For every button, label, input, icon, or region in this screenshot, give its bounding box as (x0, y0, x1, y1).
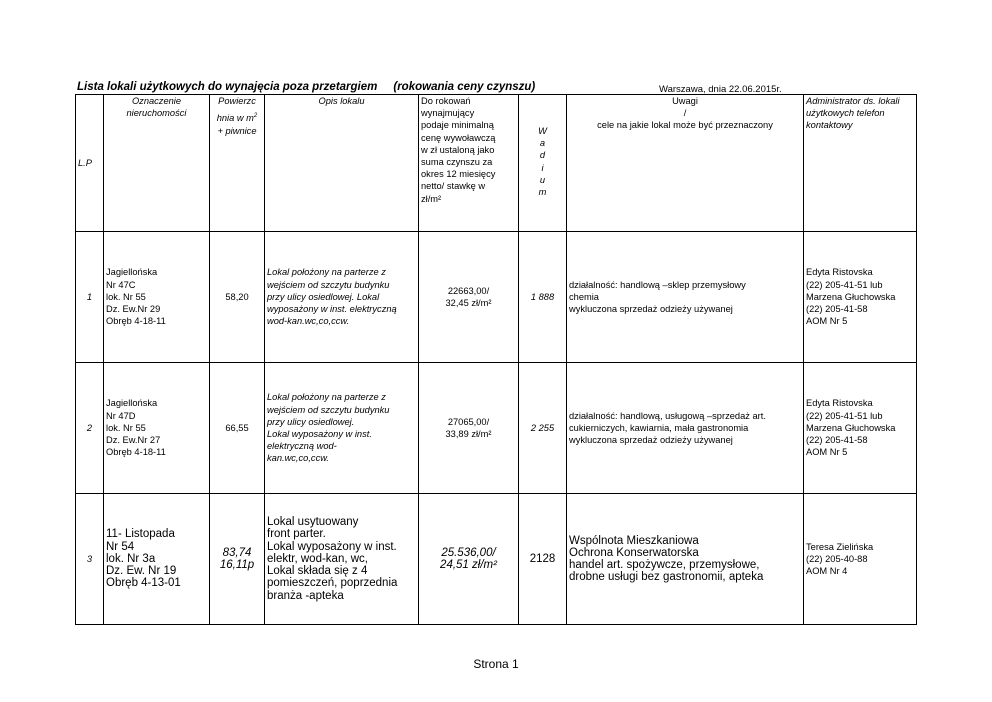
text-line: wejściem od szczytu budynku (267, 404, 390, 415)
text-line: chemia (569, 291, 599, 302)
text-line: Edyta Ristovska (806, 398, 873, 409)
text-line: cenę wywoławczą (421, 132, 496, 143)
text-line: kontaktowy (806, 120, 853, 131)
page-number: Strona 1 (473, 657, 519, 671)
text-line: Lokal wyposażony w inst. (267, 429, 372, 439)
col-powierzchnia: Powierzc hnia w $m^2$ + piwnice (210, 95, 265, 232)
text-line: podaje minimalną (421, 120, 494, 131)
row-lp: 1 (76, 232, 104, 363)
text-line: kan.wc,co,ccw. (267, 453, 330, 464)
text-line: pomieszczeń, poprzednia (267, 577, 398, 590)
text-line: front parter. (267, 528, 326, 541)
table-row (76, 494, 917, 625)
text-line: Wspólnota Mieszkaniowa (569, 534, 699, 547)
text-line: Lokal położony na parterze z (267, 392, 386, 403)
premises-table (75, 94, 917, 625)
text-line: (22) 205-41-58 (806, 304, 868, 315)
text-line: Lokal położony na parterze z (267, 267, 386, 278)
text-line: AOM Nr 5 (806, 447, 848, 458)
row-opis (265, 232, 419, 363)
row-cena (419, 494, 519, 625)
col-oznaczenie: Oznaczenie nieruchomości (104, 95, 210, 232)
text-line: Teresa Zielińska (806, 541, 874, 552)
text-line: Administrator ds. lokali (806, 96, 900, 106)
text-line: 25.536,00/ (441, 546, 496, 559)
row-uwagi (567, 363, 804, 494)
text-line: 32,45 zł/m² (445, 298, 492, 308)
text-line: Ochrona Konserwatorska (569, 546, 699, 559)
row-wadium: 2 255 (519, 363, 567, 494)
text-line: cukierniczych, kawiarnia, mała gastronomia (569, 422, 749, 433)
text-line: okres 12 miesięcy (421, 169, 496, 180)
text-line: działalność: handlową –sklep przemysłowy (569, 279, 746, 290)
text-line: Edyta Ristovska (806, 267, 873, 278)
header-row (76, 95, 917, 232)
text-line: Lokal wyposażony w inst. (267, 540, 397, 553)
row-administrator (804, 494, 917, 625)
text-line: 24,51 zł/m² (440, 559, 497, 571)
text-line: wykluczona sprzedaż odzieży używanej (569, 435, 733, 446)
text-line: i (541, 162, 544, 173)
title-main: Lista lokali użytkowych do wynajęcia poza przetargiem (77, 81, 378, 93)
text-line: W (538, 126, 547, 136)
date-place: Warszawa, dnia 22.06.2015r. (659, 84, 782, 95)
row-wadium: 2128 (519, 494, 567, 625)
text-line: wod-kan.wc,co,ccw. (267, 316, 350, 327)
text-line: a (539, 138, 546, 149)
text-line: Lokal usytuowany (267, 516, 359, 529)
text-line: elektr, wod-kan, wc, (267, 552, 368, 565)
text-line: Do rokowań (421, 96, 471, 106)
text-line: wejściem od szczytu budynku (267, 279, 390, 290)
row-nieruchomosc (104, 232, 210, 363)
table-row (76, 232, 917, 363)
text-line: branża -apteka (267, 589, 344, 602)
text-line: handel art. spożywcze, przemysłowe, (569, 559, 760, 571)
row-nieruchomosc (104, 363, 210, 494)
text-line: zł/m² (421, 193, 442, 204)
col-wadium (519, 95, 567, 232)
text-line: (22) 205-40-88 (806, 553, 868, 564)
text-line: AOM Nr 4 (806, 566, 848, 577)
text-line: 27065,00/ (447, 416, 490, 427)
text-line: AOM Nr 5 (806, 316, 848, 327)
text-line: 58,20 (225, 291, 249, 302)
text-line: 11- Listopada (106, 528, 175, 541)
row-opis (265, 494, 419, 625)
col-lp: L.P (76, 95, 104, 232)
text-line: wynajmujący (421, 108, 475, 119)
col-rokowania (419, 95, 519, 232)
row-nieruchomosc (104, 494, 210, 625)
col-opis: Opis lokalu (265, 95, 419, 232)
text-line: wykluczona sprzedaż odzieży używanej (569, 304, 733, 315)
text-line: Obręb 4-13-01 (106, 577, 181, 590)
text-line: Nr 47D (106, 410, 136, 421)
text-line: u (539, 174, 546, 185)
row-uwagi (567, 232, 804, 363)
text-line: Jagiellońska (106, 398, 158, 409)
text-line: Jagiellońska (106, 267, 158, 278)
document-title (77, 81, 535, 93)
row-lp: 2 (76, 363, 104, 494)
text-line: Obręb 4-18-11 (106, 447, 166, 458)
text-line: Nr 54 (106, 540, 135, 553)
text-line: lok. Nr 3a (106, 552, 156, 565)
col-uwagi (567, 95, 804, 232)
title-sub: (rokowania ceny czynszu) (393, 81, 536, 93)
text-line: wyposażony w inst. elektryczną (267, 304, 397, 315)
row-wadium: 1 888 (519, 232, 567, 363)
row-powierzchnia (210, 494, 265, 625)
text-line: d (539, 150, 546, 161)
text-line: działalność: handlową, usługową –sprzedaż art. (569, 410, 766, 421)
text-line: lok. Nr 55 (106, 422, 146, 433)
text-line: przy ulicy osiedlowej. Lokal (267, 291, 380, 302)
text-line: Marzena Głuchowska (806, 422, 896, 433)
row-cena (419, 363, 519, 494)
text-line: Nr 47C (106, 279, 136, 290)
text-line: 66,55 (225, 422, 249, 433)
text-line: 16,11p (219, 559, 255, 571)
row-administrator (804, 232, 917, 363)
row-lp: 3 (76, 494, 104, 625)
text-line: (22) 205-41-58 (806, 435, 868, 446)
text-line: drobne usługi bez gastronomii, apteka (569, 571, 764, 584)
row-powierzchnia (210, 363, 265, 494)
col-administrator (804, 95, 917, 232)
text-line: 22663,00/ (447, 285, 490, 296)
text-line: / (683, 108, 687, 119)
text-line: cele na jakie lokal może być przeznaczony (597, 120, 773, 131)
text-line: elektryczną wod- (267, 441, 337, 452)
text-line: 83,74 (222, 546, 252, 559)
text-line: Dz. Ew. Nr 19 (106, 565, 177, 578)
text-line: netto/ stawkę w (421, 181, 486, 192)
text-line: lok. Nr 55 (106, 291, 146, 302)
text-line: Dz. Ew.Nr 27 (106, 435, 161, 446)
table-row (76, 363, 917, 494)
text-line: użytkowych telefon (806, 108, 885, 119)
text-line: Obręb 4-18-11 (106, 316, 166, 327)
row-administrator (804, 363, 917, 494)
text-line: w zł ustaloną jako (421, 144, 495, 155)
text-line: przy ulicy osiedlowej. (267, 416, 355, 427)
row-cena (419, 232, 519, 363)
text-line: (22) 205-41-51 lub (806, 410, 883, 421)
row-powierzchnia (210, 232, 265, 363)
text-line: 33,89 zł/m² (445, 429, 492, 439)
text-line: Uwagi (672, 96, 698, 106)
row-opis (265, 363, 419, 494)
row-uwagi (567, 494, 804, 625)
text-line: Dz. Ew.Nr 29 (106, 304, 161, 315)
text-line: Lokal składa się z 4 (267, 565, 368, 578)
text-line: suma czynszu za (421, 157, 493, 168)
text-line: m (538, 187, 547, 198)
text-line: Marzena Głuchowska (806, 291, 896, 302)
text-line: (22) 205-41-51 lub (806, 279, 883, 290)
